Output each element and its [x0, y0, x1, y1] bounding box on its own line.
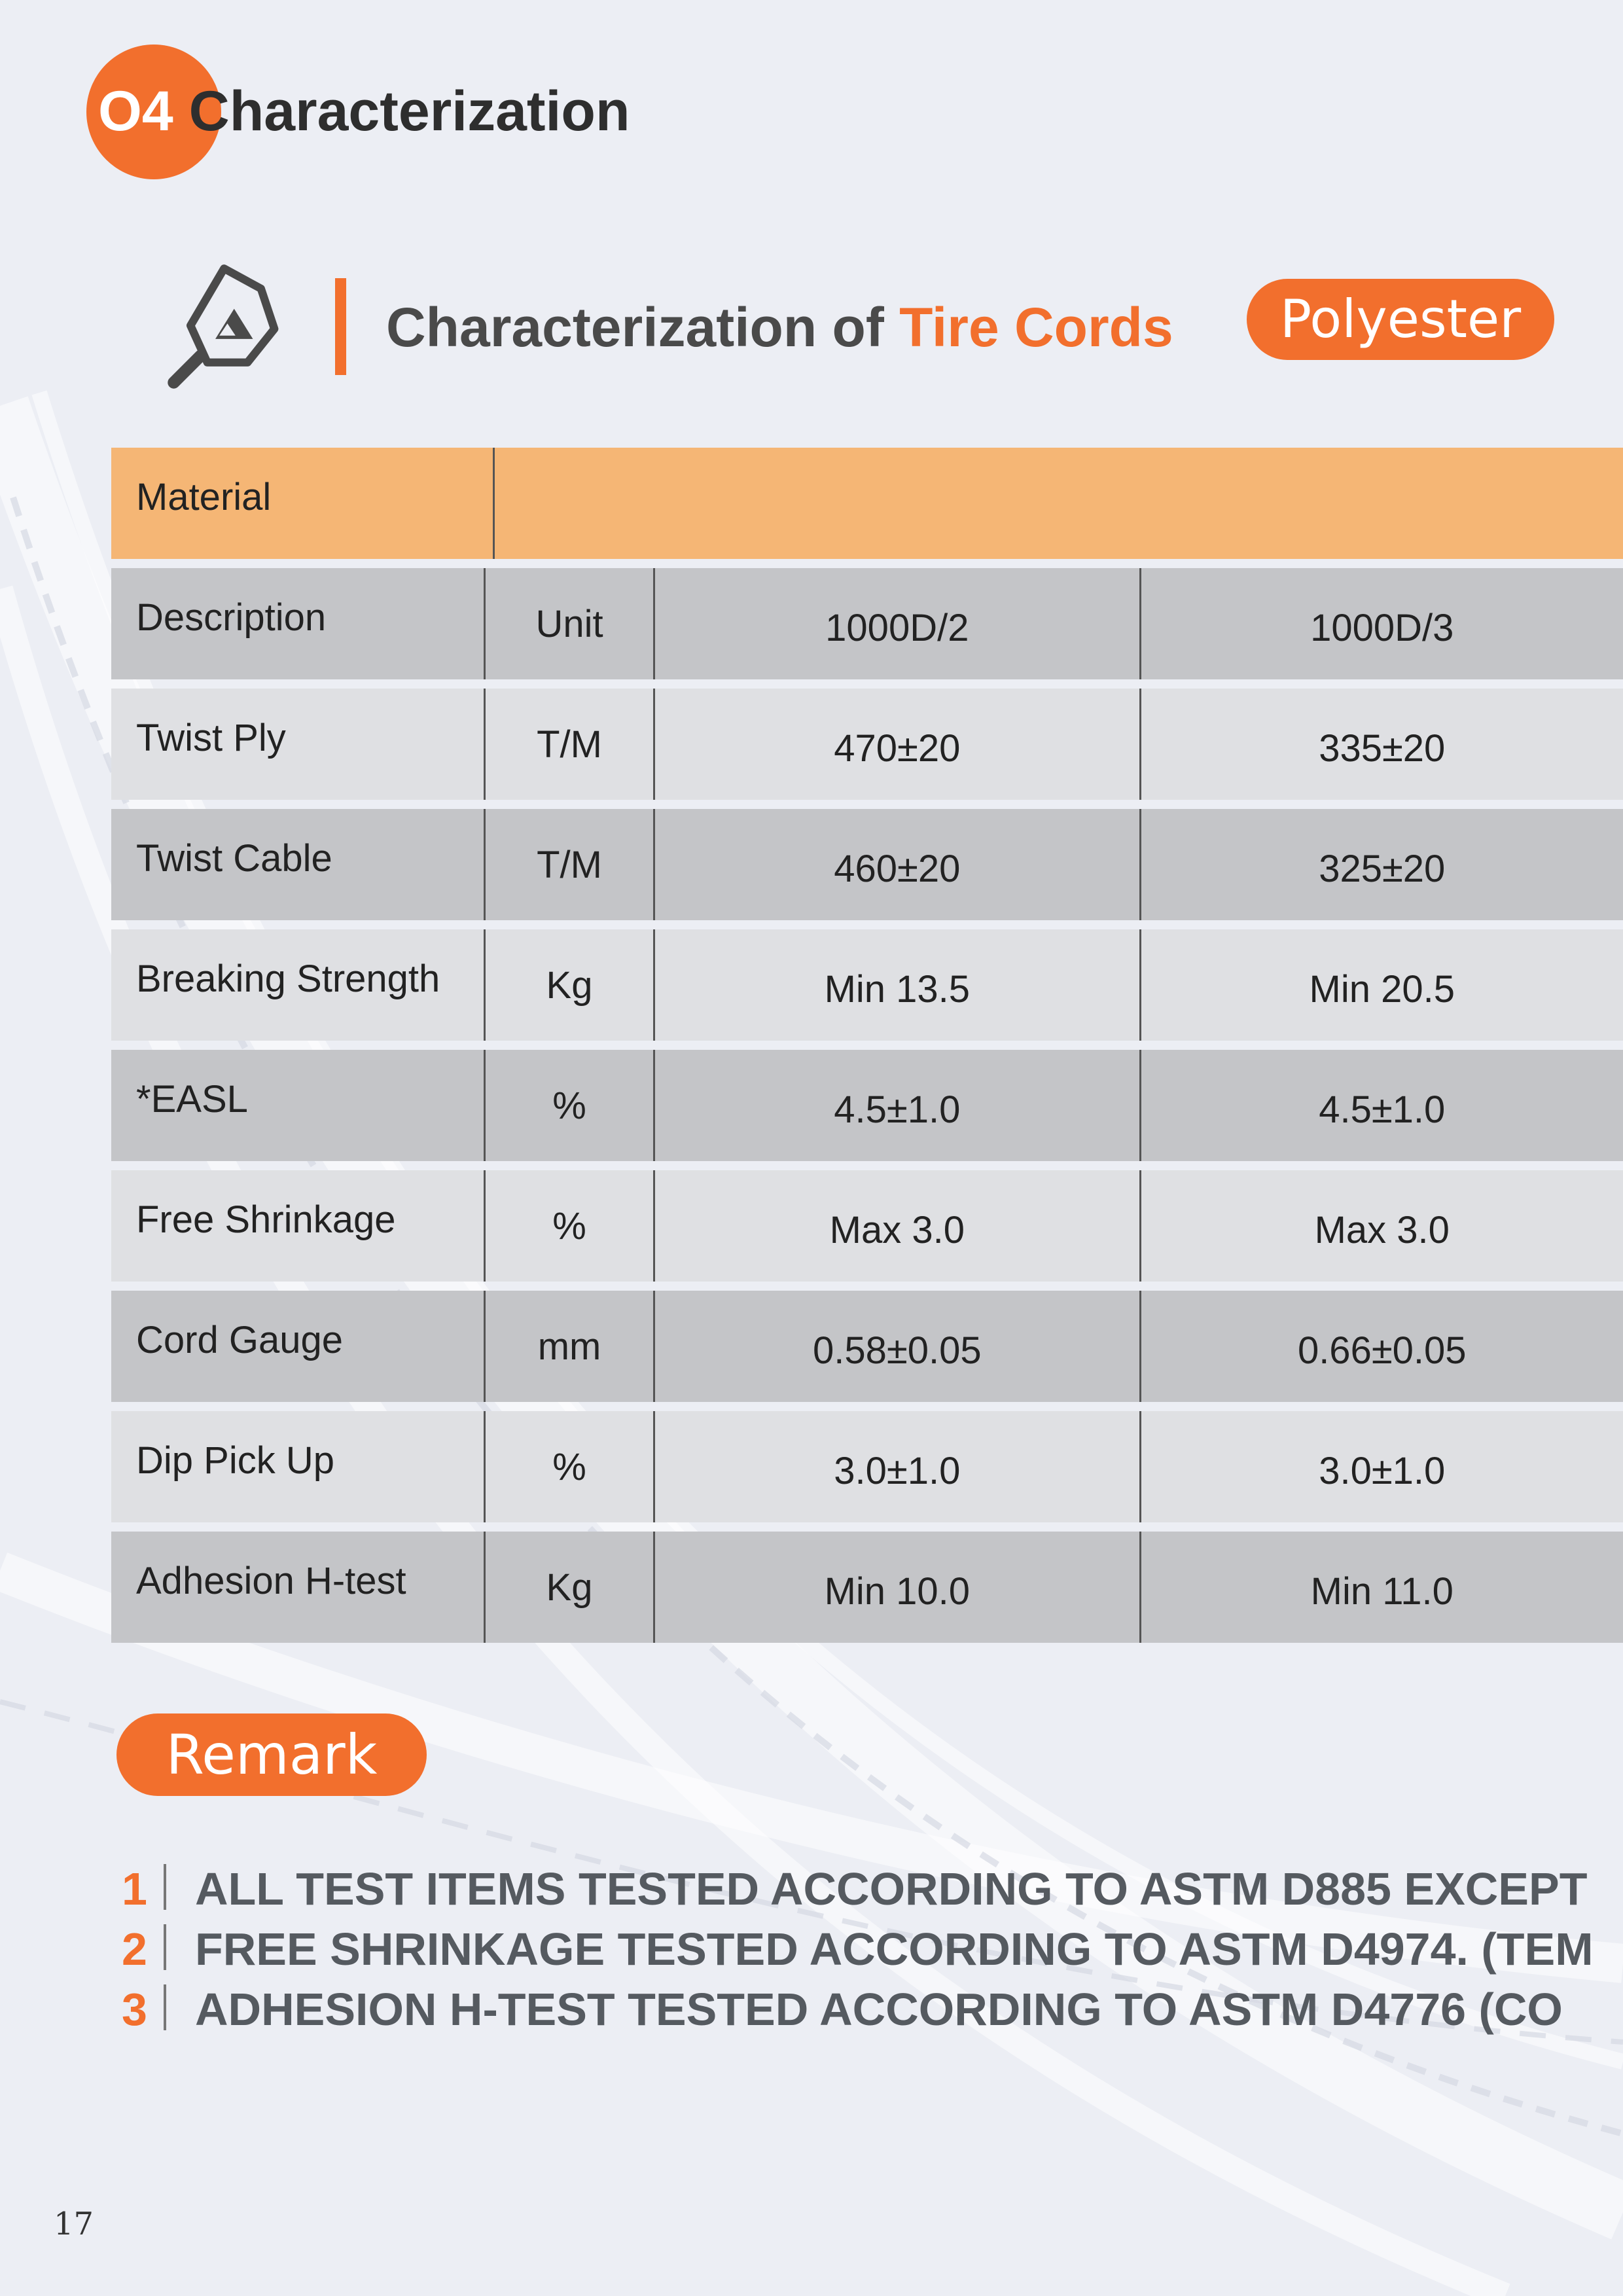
cell-1000d2 [655, 1532, 1141, 1643]
cell-description-text: *EASL [136, 1077, 248, 1121]
cell-1000d2 [655, 809, 1141, 920]
cell-description-text: Adhesion H-test [136, 1559, 406, 1602]
cell-unit [486, 1050, 655, 1161]
cell-description-text: Description [136, 596, 327, 639]
remark-item-number: 2 [122, 1924, 147, 1975]
table-row [111, 929, 1623, 1041]
material-badge: Polyester [1247, 279, 1554, 360]
remark-separator [164, 1864, 166, 1910]
cell-1000d3 [1141, 689, 1623, 800]
cell-1000d3 [1141, 1291, 1623, 1402]
cell-1000d3 [1141, 929, 1623, 1041]
cell-1000d2-text: 1000D/2 [825, 606, 969, 649]
table-row [111, 809, 1623, 920]
spec-table [111, 448, 1623, 1652]
table-row [111, 1532, 1623, 1643]
cell-unit [486, 809, 655, 920]
cell-1000d2 [655, 1291, 1141, 1402]
cell-1000d3-text: 4.5±1.0 [1319, 1088, 1446, 1131]
cell-description [111, 929, 486, 1041]
table-row [111, 1170, 1623, 1282]
remark-item-text: ADHESION H-TEST TESTED ACCORDING TO ASTM D4776 (CO [195, 1984, 1563, 2035]
cell-unit [486, 929, 655, 1041]
cell-unit-text: Kg [546, 1566, 593, 1609]
table-row [111, 1411, 1623, 1522]
cell-unit-text: Unit [535, 602, 603, 645]
cell-1000d2 [655, 929, 1141, 1041]
cell-1000d2 [655, 1170, 1141, 1282]
cell-description-text: Free Shrinkage [136, 1198, 396, 1241]
cell-1000d3-text: Min 11.0 [1310, 1570, 1454, 1613]
cell-unit [486, 689, 655, 800]
remark-item-number: 3 [122, 1984, 147, 2035]
remark-item-text: ALL TEST ITEMS TESTED ACCORDING TO ASTM D885 EXCEPT [195, 1863, 1588, 1914]
subheader-divider [335, 278, 346, 375]
cell-description [111, 1291, 486, 1402]
cell-unit-text: T/M [537, 843, 602, 886]
cell-1000d2-text: 470±20 [834, 726, 961, 770]
cell-description [111, 689, 486, 800]
remark-separator [164, 1924, 166, 1970]
cell-1000d3 [1141, 1170, 1623, 1282]
cell-description [111, 1532, 486, 1643]
cell-1000d3 [1141, 1532, 1623, 1643]
cell-description-text: Dip Pick Up [136, 1439, 334, 1482]
cell-1000d2-text: Min 10.0 [824, 1570, 971, 1613]
cell-1000d2-text: Min 13.5 [824, 967, 971, 1011]
table-row [111, 689, 1623, 800]
cell-unit [486, 1291, 655, 1402]
cell-1000d2-text: 4.5±1.0 [834, 1088, 961, 1131]
cell-unit [486, 1411, 655, 1522]
cell-unit-text: % [552, 1084, 586, 1127]
cell-unit-text: % [552, 1204, 586, 1247]
remark-item-3 [122, 1982, 1563, 2037]
remark-item-1 [122, 1861, 1587, 1916]
cell-1000d3 [1141, 1411, 1623, 1522]
cell-description [111, 1170, 486, 1282]
cell-unit-text: T/M [537, 723, 602, 766]
remark-label: Remark [116, 1713, 427, 1796]
cell-unit [486, 568, 655, 679]
cell-1000d3-text: Max 3.0 [1314, 1208, 1450, 1251]
cell-1000d2 [655, 689, 1141, 800]
cell-1000d2 [655, 1411, 1141, 1522]
cell-1000d2-text: Max 3.0 [829, 1208, 965, 1251]
cell-1000d3 [1141, 1050, 1623, 1161]
cell-1000d2-text: 3.0±1.0 [834, 1449, 961, 1492]
table-header-row [111, 448, 1623, 559]
remark-item-text: FREE SHRINKAGE TESTED ACCORDING TO ASTM D4974. (TEM [195, 1924, 1594, 1975]
cell-1000d3 [1141, 809, 1623, 920]
table-row [111, 1291, 1623, 1402]
cell-1000d3-text: 0.66±0.05 [1297, 1329, 1467, 1372]
cell-unit-text: mm [537, 1325, 601, 1368]
cell-description-text: Twist Cable [136, 836, 332, 880]
subheader-title-prefix: Characterization of [386, 296, 900, 358]
magnifier-triangle-icon [160, 262, 294, 396]
header-fill [495, 448, 1623, 559]
cell-description-text: Twist Ply [136, 716, 286, 759]
cell-1000d3-text: 3.0±1.0 [1319, 1449, 1446, 1492]
header-material-label [111, 448, 495, 559]
cell-1000d2-text: 460±20 [834, 847, 961, 890]
cell-unit-text: Kg [546, 963, 593, 1007]
cell-1000d2 [655, 1050, 1141, 1161]
cell-1000d2 [655, 568, 1141, 679]
remark-separator [164, 1984, 166, 2030]
cell-1000d3-text: 335±20 [1319, 726, 1446, 770]
remark-item-number: 1 [122, 1863, 147, 1914]
section-heading [98, 79, 630, 144]
page-number: 17 [54, 2206, 94, 2242]
remark-item-2 [122, 1922, 1594, 1977]
cell-description [111, 568, 486, 679]
table-row [111, 568, 1623, 679]
cell-unit [486, 1170, 655, 1282]
subheader-title [386, 295, 1173, 360]
header-material-text: Material [136, 475, 272, 518]
cell-unit-text: % [552, 1445, 586, 1488]
cell-1000d2-text: 0.58±0.05 [813, 1329, 982, 1372]
table-row [111, 1050, 1623, 1161]
section-title: Characterization [188, 80, 630, 143]
cell-1000d3-text: 325±20 [1319, 847, 1446, 890]
cell-1000d3-text: Min 20.5 [1309, 967, 1455, 1011]
cell-description-text: Cord Gauge [136, 1318, 343, 1361]
cell-description [111, 1411, 486, 1522]
cell-1000d3-text: 1000D/3 [1310, 606, 1454, 649]
cell-unit [486, 1532, 655, 1643]
cell-description-text: Breaking Strength [136, 957, 440, 1000]
subheader-title-accent: Tire Cords [899, 296, 1173, 358]
section-number: O4 [98, 80, 173, 143]
cell-1000d3 [1141, 568, 1623, 679]
cell-description [111, 1050, 486, 1161]
cell-description [111, 809, 486, 920]
